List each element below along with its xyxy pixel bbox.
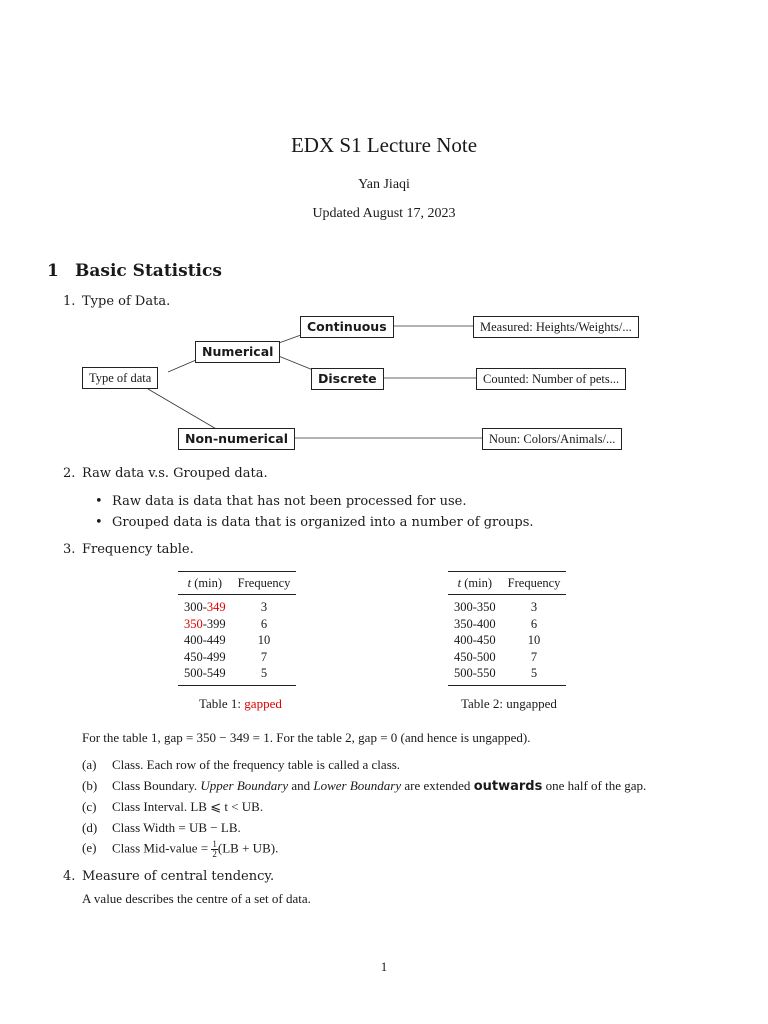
table-row: 450-500 7 [454,649,538,664]
node-non-numerical: Non-numerical [178,428,295,450]
table-row: 450-499 7 [184,649,268,664]
list-item-raw-grouped: 2. Raw data v.s. Grouped data. [63,466,268,481]
frequency-table-gapped [178,571,296,686]
node-numerical: Numerical [195,341,280,363]
column-header: Frequency [232,572,297,595]
node-continuous: Continuous [300,316,394,338]
document-title: EDX S1 Lecture Note [290,133,478,157]
bullet-item: • Raw data is data that has not been processed for use. [95,494,467,509]
sub-item-class-mid-value: (e) Class Mid-value = $\frac{1}{2}$ (LB + UB). [82,839,279,859]
table-2-caption: Table 2: ungapped [461,696,557,711]
bullet-item: • Grouped data is data that is organized into a number of groups. [95,515,534,530]
table-row: 300-349 3 [184,600,268,614]
fraction-one-half: $\frac{1}{2}$ [212,839,217,859]
node-type-of-data: Type of data [82,367,158,389]
data-type-diagram [0,0,768,470]
sub-item-class-width: (d) Class Width = UB − LB. [82,820,241,835]
column-header: t (min) [448,572,502,595]
table-row: 350-399 6 [184,616,268,631]
section-title: Basic Statistics [75,261,222,281]
frequency-table-ungapped [448,571,566,686]
gap-explanation: For the table 1, gap = 350 − 349 = 1. For the table 2, gap = 0 (and hence is ungapped). [82,730,531,745]
central-tendency-description: A value describes the centre of a set of data. [82,891,311,906]
column-header: Frequency [502,572,567,595]
node-discrete: Discrete [311,368,384,390]
list-item-type-of-data: 1. Type of Data. [63,294,171,309]
table-row: 350-400 6 [454,616,538,631]
date: Updated August 17, 2023 [312,206,456,221]
node-discrete-desc: Counted: Number of pets... [476,368,626,390]
section-number: 1 [47,261,59,281]
node-continuous-desc: Measured: Heights/Weights/... [473,316,639,338]
table-1 [178,571,296,686]
table-1-caption: Table 1: gapped [199,696,282,711]
author: Yan Jiaqi [358,177,410,192]
column-header: t (min) [178,572,232,595]
table-row: 400-449 10 [184,633,271,647]
list-item-central-tendency: 4. Measure of central tendency. [63,869,275,884]
table-row: 500-549 5 [178,665,296,685]
table-row: 500-550 5 [448,665,566,685]
sub-item-class-interval: (c) Class Interval. LB ⩽ t < UB. [82,799,264,814]
sub-item-class: (a) Class. Each row of the frequency table is called a class. [82,757,401,772]
node-non-numerical-desc: Noun: Colors/Animals/... [482,428,622,450]
diagram-connectors [0,0,768,470]
page-number: 1 [380,959,388,974]
table-2 [448,571,566,686]
list-item-frequency-table: 3. Frequency table. [63,542,194,557]
table-row: 300-350 3 [454,600,538,614]
sub-item-class-boundary: (b) Class Boundary. Upper Boundary and Lower Boundary are extended outwards one half of the gap. [82,778,647,794]
table-row: 400-450 10 [454,633,541,647]
